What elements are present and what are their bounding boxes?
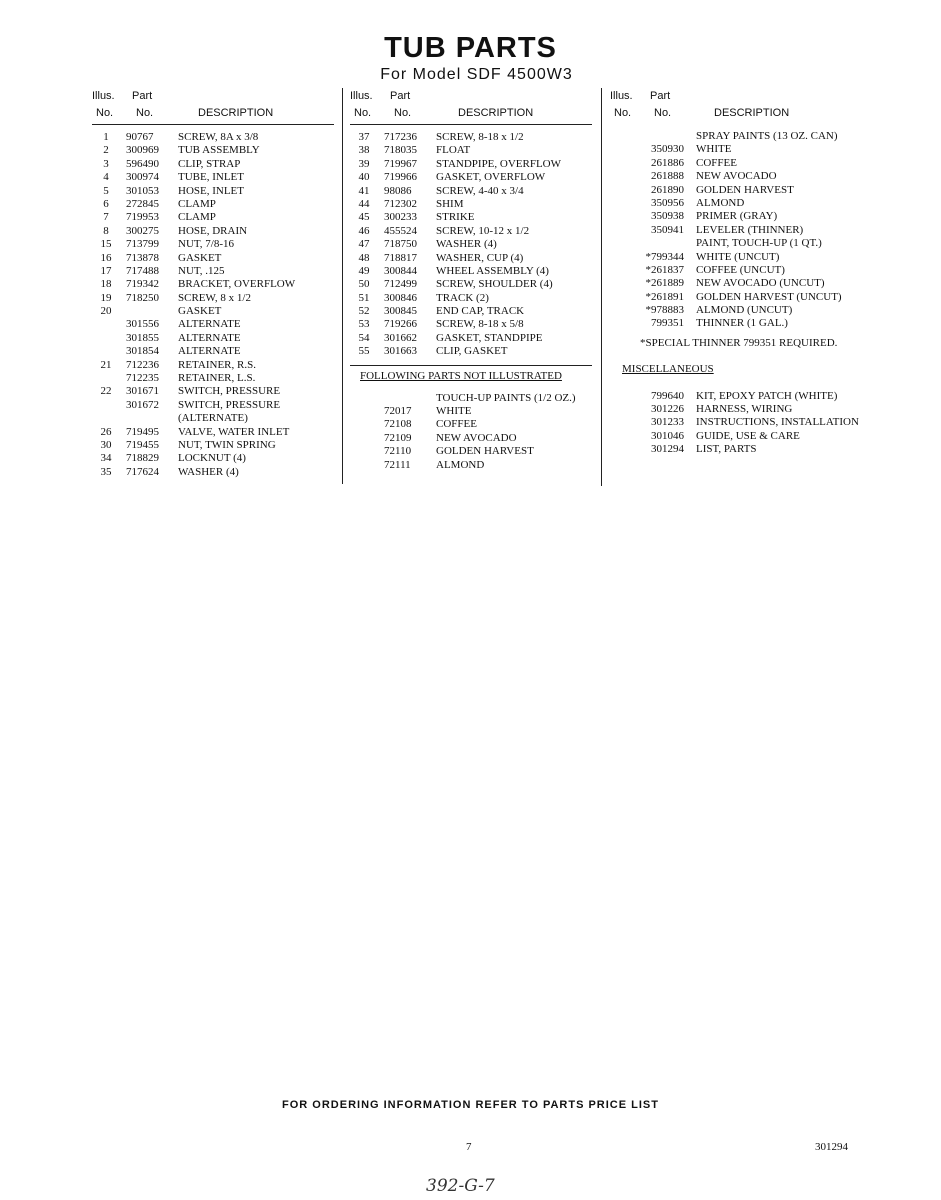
table-row (92, 158, 334, 171)
table-row (610, 430, 872, 443)
table-row (92, 452, 334, 465)
part-description: TUBE, INLET (178, 171, 244, 184)
part-description: CLIP, GASKET (436, 345, 508, 358)
illus-number: 2 (103, 144, 109, 157)
table-row (350, 238, 592, 251)
table-row (350, 432, 592, 445)
table-row (610, 237, 872, 250)
parts-column-3 (610, 90, 872, 457)
part-number: 719966 (384, 171, 417, 184)
illus-number: 44 (358, 197, 370, 210)
table-row (350, 318, 592, 331)
table-row (92, 439, 334, 452)
part-number: 799640 (651, 389, 684, 402)
part-description: THINNER (1 GAL.) (696, 317, 788, 330)
part-number: 718750 (384, 238, 417, 251)
illus-number: 40 (358, 171, 370, 184)
part-description: LOCKNUT (4) (178, 452, 246, 465)
illus-number: 7 (103, 211, 109, 224)
part-description: HARNESS, WIRING (696, 403, 793, 416)
part-header: Part (390, 90, 411, 102)
part-number: 718817 (384, 251, 417, 264)
spacer (610, 377, 872, 390)
illus-no-header: No. (354, 107, 372, 119)
part-description: TOUCH-UP PAINTS (1/2 OZ.) (436, 391, 576, 404)
part-description: SHIM (436, 197, 464, 210)
part-number: 350930 (651, 143, 684, 156)
part-description: STRIKE (436, 211, 475, 224)
part-description: GASKET, STANDPIPE (436, 331, 543, 344)
illus-number: 6 (103, 197, 109, 210)
part-number: *978883 (645, 304, 684, 317)
part-number: 455524 (384, 224, 417, 237)
table-row (350, 225, 592, 238)
page-number: 7 (466, 1141, 472, 1153)
part-description: GASKET (178, 251, 222, 264)
illus-no-header: No. (614, 107, 632, 119)
part-description: RETAINER, L.S. (178, 372, 256, 385)
part-number: 301556 (126, 318, 159, 331)
table-row (92, 399, 334, 412)
part-description: WHITE (696, 143, 732, 156)
illus-header: Illus. (350, 90, 373, 102)
part-no-header: No. (394, 107, 412, 119)
part-number: 72108 (384, 418, 412, 431)
part-description: ALTERNATE (178, 331, 241, 344)
table-row (350, 171, 592, 184)
illus-number: 18 (100, 278, 112, 291)
part-number: 713878 (126, 251, 159, 264)
part-number: 300845 (384, 305, 417, 318)
part-description: KIT, EPOXY PATCH (WHITE) (696, 389, 838, 402)
part-description: GOLDEN HARVEST (696, 183, 794, 196)
illus-header: Illus. (610, 90, 633, 102)
table-row (92, 278, 334, 291)
illus-number: 52 (358, 305, 370, 318)
part-header: Part (132, 90, 153, 102)
table-row (92, 466, 334, 479)
page-subtitle: For Model SDF 4500W3 (380, 66, 573, 83)
table-row (610, 157, 872, 170)
illus-number: 54 (358, 331, 370, 344)
part-number: 301226 (651, 403, 684, 416)
part-description: NUT, 7/8-16 (178, 238, 235, 251)
part-number: 719455 (126, 438, 159, 451)
table-row (350, 144, 592, 157)
column-header (92, 90, 334, 125)
part-number: 717236 (384, 131, 417, 143)
part-number: 350941 (651, 223, 684, 236)
table-row (350, 332, 592, 345)
part-description: CLAMP (178, 211, 216, 224)
ordering-note: FOR ORDERING INFORMATION REFER TO PARTS PRICE LIST (282, 1099, 659, 1111)
illus-number: 41 (358, 184, 370, 197)
table-row (610, 143, 872, 156)
part-description: SCREW, 4-40 x 3/4 (436, 184, 524, 197)
part-description: ALTERNATE (178, 318, 241, 331)
part-number: *261837 (645, 263, 684, 276)
part-number: 301672 (126, 398, 159, 411)
part-number: 300974 (126, 171, 159, 184)
part-description: NUT, TWIN SPRING (178, 438, 276, 451)
illus-number: 5 (103, 184, 109, 197)
table-row (610, 130, 872, 143)
illus-number: 47 (358, 238, 370, 251)
part-description: WASHER, CUP (4) (436, 251, 524, 264)
illus-number: 16 (100, 251, 112, 264)
spacer (350, 384, 592, 392)
illus-number: 1 (103, 131, 109, 143)
table-row (610, 403, 872, 416)
part-description: GASKET (178, 305, 222, 318)
table-row (350, 418, 592, 431)
table-row (92, 225, 334, 238)
parts-table-1 (92, 131, 334, 479)
illus-number: 53 (358, 318, 370, 331)
part-number: 350938 (651, 210, 684, 223)
part-number: 90767 (126, 131, 154, 143)
part-number: 261888 (651, 170, 684, 183)
part-number: 300846 (384, 291, 417, 304)
part-number: 719266 (384, 318, 417, 331)
column-header (610, 90, 872, 124)
part-description: SWITCH, PRESSURE (178, 385, 281, 398)
illus-number: 8 (103, 224, 109, 237)
part-number: 300275 (126, 224, 159, 237)
illus-number: 15 (100, 238, 112, 251)
part-number: 799351 (651, 317, 684, 330)
part-number: 712235 (126, 372, 159, 385)
part-number: 272845 (126, 197, 159, 210)
description-header: DESCRIPTION (714, 107, 790, 119)
table-row (92, 144, 334, 157)
table-row (92, 238, 334, 251)
page-title: TUB PARTS (384, 32, 557, 64)
table-row (610, 264, 872, 277)
part-description: GUIDE, USE & CARE (696, 429, 800, 442)
table-row (350, 265, 592, 278)
illus-number: 20 (100, 305, 112, 318)
part-number: 718250 (126, 291, 159, 304)
table-row (350, 459, 592, 472)
part-description: NEW AVOCADO (696, 170, 777, 183)
table-row (92, 171, 334, 184)
part-description: NUT, .125 (178, 264, 225, 277)
part-description: LEVELER (THINNER) (696, 223, 804, 236)
table-row (92, 185, 334, 198)
part-number: 301294 (651, 443, 684, 456)
table-row (350, 278, 592, 291)
part-description: COFFEE (436, 418, 477, 431)
part-number: 717624 (126, 465, 159, 478)
illus-number: 4 (103, 171, 109, 184)
part-number: 72109 (384, 431, 412, 444)
part-number: 300969 (126, 144, 159, 157)
section-heading (610, 363, 872, 376)
part-description: WHITE (436, 405, 472, 418)
document-number: 301294 (815, 1141, 848, 1153)
table-row (350, 211, 592, 224)
table-row (92, 332, 334, 345)
part-description: PAINT, TOUCH-UP (1 QT.) (696, 237, 822, 250)
part-number: 712302 (384, 197, 417, 210)
illus-number: 39 (358, 157, 370, 170)
table-row (610, 251, 872, 264)
illus-number: 3 (103, 157, 109, 170)
part-number: *261889 (645, 277, 684, 290)
table-row (92, 292, 334, 305)
table-row (92, 372, 334, 385)
part-number: 98086 (384, 184, 412, 197)
part-number: 261886 (651, 156, 684, 169)
part-description: SPRAY PAINTS (13 OZ. CAN) (696, 130, 838, 142)
part-number: 301053 (126, 184, 159, 197)
part-number: 72017 (384, 405, 412, 418)
illus-number: 46 (358, 224, 370, 237)
part-number: 719953 (126, 211, 159, 224)
part-number: 717488 (126, 264, 159, 277)
table-row (610, 304, 872, 317)
description-header: DESCRIPTION (198, 107, 274, 119)
part-description: NEW AVOCADO (UNCUT) (696, 277, 825, 290)
part-header: Part (650, 90, 671, 102)
table-row (350, 185, 592, 198)
illus-no-header: No. (96, 107, 114, 119)
part-description: GOLDEN HARVEST (UNCUT) (696, 290, 842, 303)
part-number: 301854 (126, 345, 159, 358)
part-no-header: No. (136, 107, 154, 119)
illus-number: 55 (358, 345, 370, 358)
part-description: WHITE (UNCUT) (696, 250, 780, 263)
illus-number: 45 (358, 211, 370, 224)
part-number: 72110 (384, 445, 412, 458)
section-heading-text: FOLLOWING PARTS NOT ILLUSTRATED (360, 369, 562, 382)
table-row (350, 392, 592, 405)
illus-number: 26 (100, 425, 112, 438)
part-description: SCREW, 8-18 x 1/2 (436, 131, 524, 143)
table-row (610, 277, 872, 290)
part-description: (ALTERNATE) (178, 412, 248, 425)
part-description: SCREW, SHOULDER (4) (436, 278, 553, 291)
illus-number: 22 (100, 385, 112, 398)
table-row (92, 305, 334, 318)
table-row (350, 198, 592, 211)
part-description: NEW AVOCADO (436, 431, 517, 444)
part-description: INSTRUCTIONS, INSTALLATION (696, 416, 859, 429)
illus-number: 35 (100, 465, 112, 478)
part-description: WHEEL ASSEMBLY (4) (436, 264, 549, 277)
part-description: COFFEE (696, 156, 737, 169)
part-number: 301662 (384, 331, 417, 344)
part-description: FLOAT (436, 144, 471, 157)
part-number: *799344 (645, 250, 684, 263)
part-number: 301671 (126, 385, 159, 398)
part-description: SCREW, 8-18 x 5/8 (436, 318, 524, 331)
table-row (350, 305, 592, 318)
table-row (92, 318, 334, 331)
part-description: RETAINER, R.S. (178, 358, 256, 371)
part-description: TRACK (2) (436, 291, 489, 304)
part-description: HOSE, INLET (178, 184, 244, 197)
part-description: WASHER (4) (178, 465, 239, 478)
illus-number: 50 (358, 278, 370, 291)
parts-column-1 (92, 90, 334, 479)
table-row (610, 210, 872, 223)
table-row (610, 443, 872, 456)
table-row (92, 252, 334, 265)
illus-number: 38 (358, 144, 370, 157)
illus-number: 19 (100, 291, 112, 304)
part-description: ALMOND (696, 196, 745, 209)
illus-header: Illus. (92, 90, 115, 102)
table-row (92, 198, 334, 211)
parts-column-2 (350, 90, 592, 472)
part-description: COFFEE (UNCUT) (696, 263, 785, 276)
part-description: ALMOND (UNCUT) (696, 304, 793, 317)
table-row (610, 317, 872, 330)
illus-number: 30 (100, 438, 112, 451)
table-row (610, 170, 872, 183)
illus-number: 51 (358, 291, 370, 304)
part-number: 719342 (126, 278, 159, 291)
column-header (350, 90, 592, 125)
table-row (350, 131, 592, 144)
part-number: 350956 (651, 196, 684, 209)
part-number: 718035 (384, 144, 417, 157)
part-number: 301855 (126, 331, 159, 344)
part-number: 712499 (384, 278, 417, 291)
part-description: SCREW, 8 x 1/2 (178, 291, 251, 304)
description-header: DESCRIPTION (458, 107, 534, 119)
illus-number: 49 (358, 264, 370, 277)
part-description: END CAP, TRACK (436, 305, 525, 318)
part-description: BRACKET, OVERFLOW (178, 278, 296, 291)
table-row (350, 158, 592, 171)
illus-number: 34 (100, 452, 112, 465)
table-row (92, 359, 334, 372)
part-description: HOSE, DRAIN (178, 224, 248, 237)
table-row (610, 416, 872, 429)
part-number: 301663 (384, 345, 417, 358)
part-description: ALMOND (436, 458, 485, 471)
table-row (92, 131, 334, 144)
part-number: 261890 (651, 183, 684, 196)
part-number: 72111 (384, 458, 411, 471)
part-number: 713799 (126, 238, 159, 251)
illus-number: 17 (100, 264, 112, 277)
part-description: ALTERNATE (178, 345, 241, 358)
table-row (350, 445, 592, 458)
table-row (350, 405, 592, 418)
part-number: 719967 (384, 157, 417, 170)
part-description: SWITCH, PRESSURE (178, 398, 281, 411)
section-heading-text: MISCELLANEOUS (622, 363, 714, 376)
special-note (610, 337, 872, 350)
part-description: VALVE, WATER INLET (178, 425, 290, 438)
section-heading (350, 365, 592, 384)
part-number: 712236 (126, 358, 159, 371)
part-description: GOLDEN HARVEST (436, 445, 534, 458)
part-number: 300844 (384, 264, 417, 277)
part-number: 718829 (126, 452, 159, 465)
part-description: SCREW, 10-12 x 1/2 (436, 224, 530, 237)
table-row (610, 197, 872, 210)
parts-table-2 (350, 131, 592, 472)
table-row (350, 252, 592, 265)
illus-number: 48 (358, 251, 370, 264)
parts-table-3 (610, 130, 872, 457)
table-row (92, 265, 334, 278)
part-description: STANDPIPE, OVERFLOW (436, 157, 562, 170)
table-row (350, 292, 592, 305)
part-description: GASKET, OVERFLOW (436, 171, 546, 184)
part-description: WASHER (4) (436, 238, 497, 251)
illus-number: 21 (100, 358, 112, 371)
part-description: SCREW, 8A x 3/8 (178, 131, 259, 143)
spacer (610, 350, 872, 363)
table-row (610, 184, 872, 197)
illus-number: 37 (358, 131, 370, 143)
part-number: 719495 (126, 425, 159, 438)
part-number: 596490 (126, 157, 159, 170)
part-description: CLAMP (178, 197, 216, 210)
part-description: CLIP, STRAP (178, 157, 241, 170)
part-description: TUB ASSEMBLY (178, 144, 260, 157)
column-divider (342, 88, 343, 484)
table-row (92, 385, 334, 398)
handwritten-code: 392-G-7 (426, 1176, 495, 1196)
table-row (610, 291, 872, 304)
part-description: LIST, PARTS (696, 443, 757, 456)
table-row (92, 211, 334, 224)
table-row (350, 345, 592, 358)
part-number: 300233 (384, 211, 417, 224)
part-number: 301046 (651, 429, 684, 442)
table-row (610, 390, 872, 403)
column-divider (601, 88, 602, 486)
part-number: 301233 (651, 416, 684, 429)
table-row (92, 426, 334, 439)
table-row (92, 412, 334, 425)
special-note-text: *SPECIAL THINNER 799351 REQUIRED. (640, 336, 838, 349)
part-description: PRIMER (GRAY) (696, 210, 778, 223)
part-number: *261891 (645, 290, 684, 303)
table-row (610, 224, 872, 237)
part-no-header: No. (654, 107, 672, 119)
table-row (92, 345, 334, 358)
